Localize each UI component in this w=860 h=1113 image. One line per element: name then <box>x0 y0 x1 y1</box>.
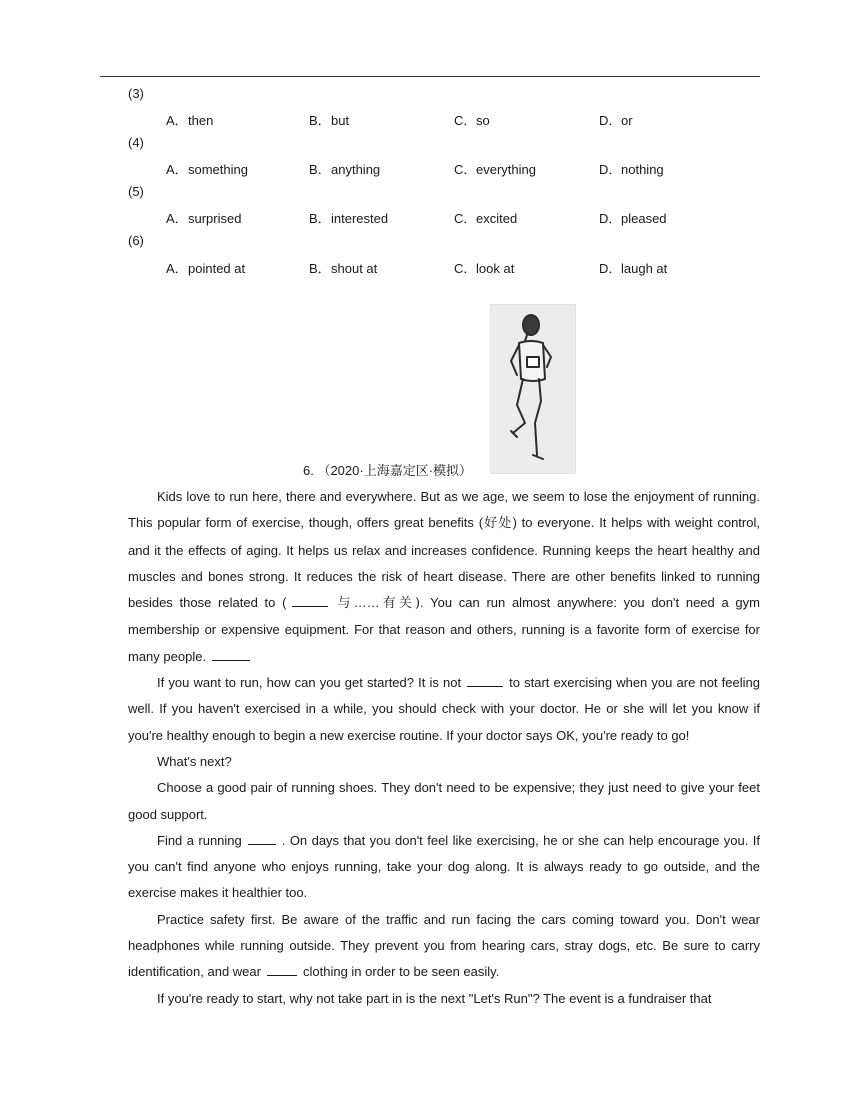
passage-paragraph: Kids love to run here, there and everywhere. But as we age, we seem to lose the enjoyment of running. This popular form of exercise, though, offers great benefits (好处) to everyone. It helps with weight control, and it the effects of aging. It helps us relax and increases confidence. Running keeps the heart healthy and muscles and bones strong. It reduces the risk of heart disease. There are other benefits linked to running besides those related to ( 与……有关). You can run almost anywhere: you don't need a gym membership or expensive equipment. For that reason and others, running is a favorite form of exercise for many people. <box>128 489 760 664</box>
option-c[interactable]: C．so <box>454 113 490 128</box>
option-b[interactable]: B．interested <box>309 211 389 226</box>
answer-blank[interactable] <box>267 962 297 976</box>
passage-paragraph: Find a running . On days that you don't feel like exercising, he or she can help encourage you. If you can't find anyone who enjoys running, take your dog along. It is always ready to go outside, and the exercise makes it healthier too. <box>128 832 760 901</box>
option-d[interactable]: D．or <box>599 113 633 128</box>
runner-icon <box>491 305 575 473</box>
answer-blank[interactable] <box>212 647 250 661</box>
runner-illustration <box>490 304 576 474</box>
option-c[interactable]: C．everything <box>454 162 536 177</box>
header-rule <box>100 76 760 77</box>
passage-paragraph: Practice safety first. Be aware of the traffic and run facing the cars coming toward you. Don't wear headphones while running outside. They prevent you from hearing cars, stray dogs, etc. Be sure to carry identification, and wear clothing in order to be seen easily. <box>128 911 760 980</box>
option-b[interactable]: B．shout at <box>309 261 378 276</box>
question-6-label: 6. （2020·上海嘉定区·模拟） <box>303 463 473 478</box>
option-d[interactable]: D．nothing <box>599 162 664 177</box>
reading-passage <box>128 484 760 1012</box>
option-a[interactable]: A．something <box>166 162 248 177</box>
option-c[interactable]: C．excited <box>454 211 518 226</box>
passage-paragraph: If you're ready to start, why not take part in is the next "Let's Run"? The event is a fundraiser that <box>157 990 712 1006</box>
option-c[interactable]: C．look at <box>454 261 515 276</box>
option-b[interactable]: B．anything <box>309 162 381 177</box>
question-number: (3) <box>128 86 144 101</box>
option-b[interactable]: B．but <box>309 113 350 128</box>
question-number: (5) <box>128 184 144 199</box>
passage-paragraph: If you want to run, how can you get started? It is not to start exercising when you are not feeling well. If you haven't exercised in a while, you should check with your doctor. He or she will let you know if you're healthy enough to begin a new exercise routine. If your doctor says OK, you're ready to go! <box>128 675 760 743</box>
option-d[interactable]: D．laugh at <box>599 261 668 276</box>
passage-paragraph: What's next? <box>157 753 232 769</box>
question-number: (4) <box>128 135 144 150</box>
passage-paragraph: Choose a good pair of running shoes. They don't need to be expensive; they just need to give your feet good support. <box>128 780 760 822</box>
option-d[interactable]: D．pleased <box>599 211 667 226</box>
option-a[interactable]: A．surprised <box>166 211 242 226</box>
answer-blank[interactable] <box>248 831 276 845</box>
answer-blank[interactable] <box>292 593 328 607</box>
question-number: (6) <box>128 233 144 248</box>
option-a[interactable]: A．then <box>166 113 214 128</box>
answer-blank[interactable] <box>467 673 503 687</box>
option-a[interactable]: A．pointed at <box>166 261 246 276</box>
